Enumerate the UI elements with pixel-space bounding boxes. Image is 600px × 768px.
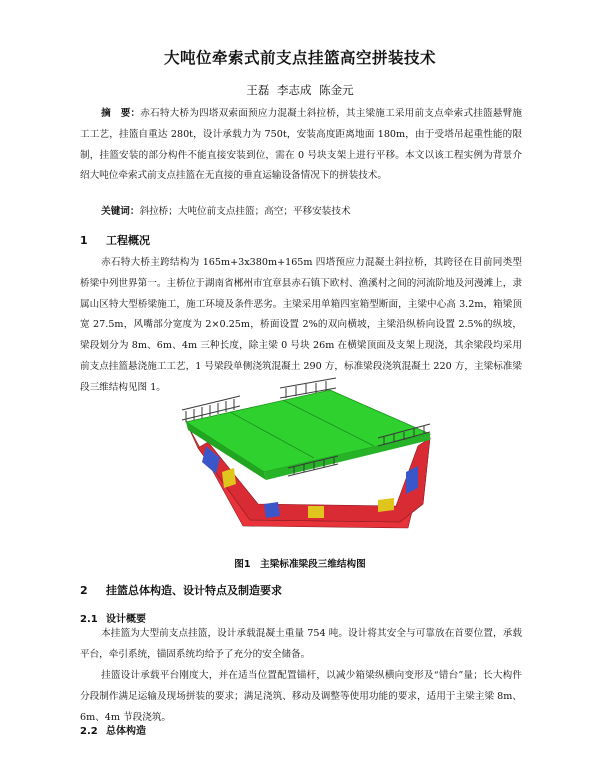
section-2-1-paragraph-2: 挂篮设计承载平台刚度大，并在适当位置配置锚杆，以减少箱梁纵横向变形及“错台”量；长大构件分段制作满足运输及现场拼装的要求；满足浇筑、移动及调整等使用功能的要求，适用于主梁主梁 8m、6m、4m 节段浇筑。: [80, 670, 522, 723]
figure-1-caption: 图1 主梁标准梁段三维结构图: [234, 559, 366, 570]
section-2-1-heading: [80, 610, 146, 625]
keywords-label: 关键词：: [101, 206, 140, 217]
section-1-text: 赤石特大桥主跨结构为 165m+3x380m+165m 四塔预应力混凝土斜拉桥，其跨径在目前同类型桥梁中列世界第一。主桥位于湖南省郴州市宜章县赤石镇下欧村、渔溪村之间的河流阶地及河漫滩上，隶属山区特大型桥梁施工，施工环境及条件恶劣。主梁采用单箱四室箱型断面，主梁中心高 3.2m，箱梁顶宽 27.5m，风嘴部分宽度为 2×0.25m，桥面设置 2%的双向横坡，主梁沿纵桥向设置 2.5%的纵坡，梁段划分为 8m、6m、4m 三种长度，除主梁 0 号块 26m 在横梁顶面及支架上现浇，其余梁段均采用前支点挂篮悬浇施工工艺，1 号梁段单侧浇筑混凝土 290 方，标准梁段浇筑混凝土 220 方，主梁标准梁段三维结构见图 1。: [80, 257, 522, 393]
section-2-1-paragraph-1: 本挂篮为大型前支点挂篮，设计承载混凝土重量 754 吨。设计将其安全与可靠放在首要位置，承载平台，牵引系统，锚固系统均给予了充分的安全储备。: [80, 628, 522, 660]
section-2-number: 2: [80, 584, 88, 597]
paper-title: 大吨位牵索式前支点挂篮高空拼装技术: [163, 49, 436, 67]
keywords-text: 斜拉桥；大吨位前支点挂篮；高空；平移安装技术: [139, 206, 351, 217]
yellow-block-2: [308, 506, 324, 518]
keywords: [80, 202, 522, 223]
section-2-1-title: 设计概要: [106, 614, 146, 625]
figure-1-girder-3d-model: [168, 376, 438, 546]
section-1-number: 1: [80, 234, 88, 247]
section-2-2-number: 2.2: [80, 726, 98, 737]
abstract: [80, 104, 522, 187]
section-1-title: 工程概况: [106, 234, 150, 247]
abstract-label: 摘 要：: [101, 108, 141, 119]
section-1-heading: [80, 232, 150, 248]
yellow-block-3: [378, 498, 394, 512]
diaphragm-blue-mid: [264, 502, 280, 518]
section-2-1-number: 2.1: [80, 614, 98, 625]
author-list: 王磊 李志成 陈金元: [246, 83, 354, 97]
section-2-title: 挂篮总体构造、设计特点及制造要求: [106, 584, 282, 597]
section-2-heading: [80, 582, 282, 598]
abstract-text: 赤石特大桥为四塔双索面预应力混凝土斜拉桥，其主梁施工采用前支点牵索式挂篮悬臂施工工艺，挂篮自重达 280t，设计承载力为 750t，安装高度距离地面 180m，由于受塔吊起重性能的限制，挂篮安装的部分构件不能直接安装到位，需在 0 号块支架上进行平移。本文以该工程实例为背景介绍大吨位牵索式前支点挂篮在无直接的垂直运输设备情况下的拼装技术。: [80, 108, 522, 182]
section-2-2-title: 总体构造: [106, 726, 146, 737]
section-2-2-heading: [80, 722, 146, 737]
